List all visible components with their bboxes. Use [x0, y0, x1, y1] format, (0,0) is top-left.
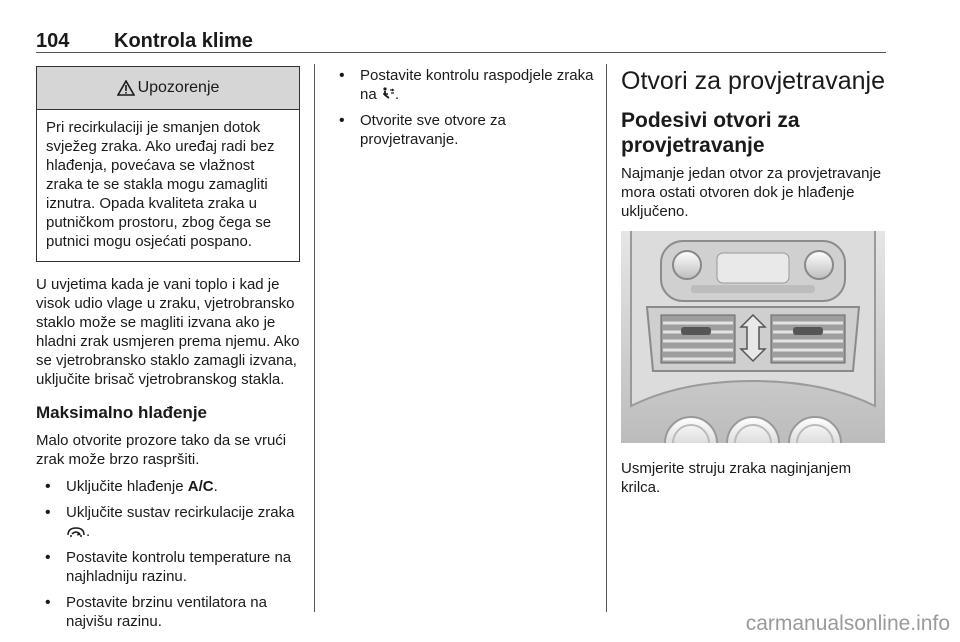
- section-heading: Otvori za provjetravanje: [621, 67, 886, 95]
- column-2: [330, 66, 594, 156]
- warning-triangle-icon: [117, 80, 135, 96]
- page-number: 104: [36, 30, 70, 52]
- warning-header: [37, 67, 299, 110]
- header-divider: [36, 52, 886, 53]
- list-item: • Postavite kontrolu temperature na najhladniju razinu.: [36, 548, 300, 586]
- figure-caption: Usmjerite struju zraka naginjanjem krilca.: [621, 460, 852, 496]
- air-distribution-icon: [381, 87, 395, 100]
- column-3: [621, 66, 887, 497]
- bullet-list: [330, 66, 594, 149]
- paragraph: Malo otvorite prozore tako da se vrući zrak može brzo raspršiti.: [36, 432, 287, 468]
- paragraph: Najmanje jedan otvor za provjetravanje mora ostati otvoren dok je hlađenje uključeno.: [621, 165, 882, 220]
- warning-text: Pri recirkulaciji je smanjen dotok svježeg zraka. Ako uređaj radi bez hlađenja, povećava se vlažnost zraka te se stakla mogu zamagliti iznutra. Opada kvaliteta zraka u putničkom prostoru, zbog čega se putnici mogu osjećati pospano.: [46, 119, 275, 250]
- air-vent-illustration: [621, 231, 885, 443]
- ac-symbol: A/C: [187, 478, 214, 495]
- section-title: Maksimalno hlađenje: [36, 403, 207, 422]
- list-item: • Uključite hlađenje A/C.: [36, 477, 300, 496]
- recirculation-icon: [66, 526, 86, 537]
- column-divider-1: [314, 64, 315, 612]
- warning-title: Upozorenje: [137, 79, 220, 96]
- warning-box: [36, 66, 300, 262]
- page-header: [36, 30, 886, 52]
- column-1: [36, 66, 300, 638]
- list-item: • Otvorite sve otvore za provjetravanje.: [330, 111, 594, 149]
- column-divider-2: [606, 64, 607, 612]
- paragraph: U uvjetima kada je vani toplo i kad je visok udio vlage u zraku, vjetrobransko staklo može se magliti izvana ako je hladni zrak usmjeren prema njemu. Ako se vjetrobransko staklo zamagli izvana, uključite brisač vjetrobranskog stakla.: [36, 276, 300, 388]
- watermark: carmanualsonline.info: [745, 612, 950, 635]
- list-item: • Postavite brzinu ventilatora na najvišu razinu.: [36, 593, 300, 631]
- list-item: • Uključite sustav recirkulacije zraka .: [36, 503, 300, 541]
- chapter-title: Kontrola klime: [114, 30, 253, 52]
- list-item: • Postavite kontrolu raspodjele zraka na .: [330, 66, 594, 104]
- subsection-heading: Podesivi otvori za provjetravanje: [621, 109, 800, 157]
- bullet-list: [36, 477, 300, 631]
